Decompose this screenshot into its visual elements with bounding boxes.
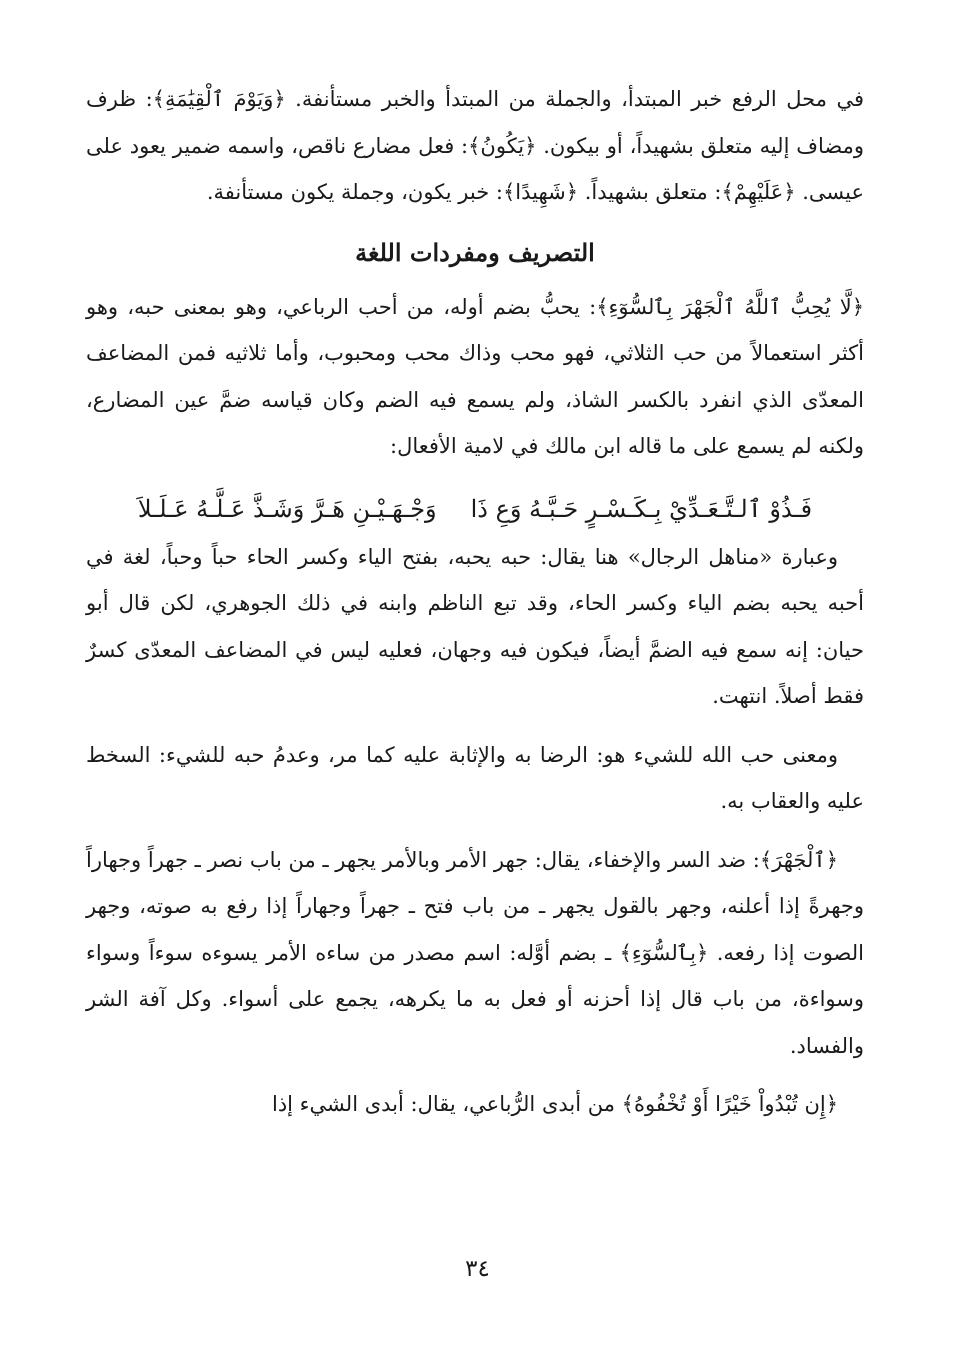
paragraph-al-jahr: ﴿ٱلْجَهْرَ﴾: ضد السر والإخفاء، يقال: جهر الأمر وبالأمر يجهر ـ من باب نصر ـ جهراً وجهاراً وجهرةً إذا أعلنه، وجهر بالقول يجهر ـ من باب فتح ـ جهراً وجهاراً إذا رفع به صوته، وجهر الصوت إذا رفعه. ﴿بِٱلسُّوٓءِ﴾ ـ بضم أوَّله: اسم مصدر من ساءه الأمر يسوءه سوءاً وسواء وسواءة، من باب قال إذا أحزنه أو فعل به ما يكرهه، يجمع على أسواء. وكل آفة الشر والفساد. (86, 847, 864, 1058)
paragraph-in-tubdu: ﴿إِن تُبْدُواْ خَيْرًا أَوْ تُخْفُوهُ﴾ من أبدى الرُّباعي، يقال: أبدى الشيء إذا (271, 1092, 838, 1116)
page-body (86, 76, 864, 1128)
paragraph-irab: في محل الرفع خبر المبتدأ، والجملة من المبتدأ والخبر مستأنفة. ﴿وَيَوْمَ ٱلْقِيَٰمَةِ﴾: ظرف ومضاف إليه متعلق بشهيداً، أو بيكون. ﴿يَكُونُ﴾: فعل مضارع ناقص، واسمه ضمير يعود على عيسى. ﴿عَلَيْهِمْ﴾: متعلق بشهيداً. ﴿شَهِيدًا﴾: خبر يكون، وجملة يكون مستأنفة. (86, 87, 864, 204)
verse-second-hemistich: وَجْـهَـيْـنِ هَـرَّ وَشَـذَّ عَـلَّـهُ عَـلَـلاَ (137, 494, 437, 523)
paragraph-manahil: وعبارة «مناهل الرجال» هنا يقال: حبه يحبه، بفتح الياء وكسر الحاء حباً وحباً، لغة في أحبه يحبه بضم الياء وكسر الحاء، وقد تبع الناظم وابنه في ذلك الجوهري، لكن قال أبو حيان: إنه سمع فيه الضمَّ أيضاً، فيكون فيه وجهان، فعليه ليس في المضاعف المعدّى كسرٌ فقط أصلاً. انتهت. (86, 544, 864, 708)
verse-first-hemistich: فَـذُوْ ٱلـتَّـعَـدِّيْ بِـكَـسْـرٍ حَـبَّـهُ وَعِ ذَا (470, 494, 813, 523)
paragraph-meaning-of-love: ومعنى حب الله للشيء هو: الرضا به والإثابة عليه كما مر، وعدمُ حبه للشيء: السخط عليه والعقاب به. (86, 742, 864, 813)
poetry-verse (86, 484, 864, 534)
section-heading: التصريف ومفردات اللغة (355, 237, 595, 267)
paragraph-yuhibbu: ﴿لَّا يُحِبُّ ٱللَّهُ ٱلْجَهْرَ بِٱلسُّوٓءِ﴾: يحبُّ بضم أوله، من أحب الرباعي، وهو بمعنى حبه، وهو أكثر استعمالاً من حب الثلاثي، فهو محب وذاك محب ومحبوب، وأما ثلاثيه فمن المضاعف المعدّى الذي انفرد بالكسر الشاذ، ولم يسمع فيه الضم وكان قياسه ضمَّ عين المضارع، ولكنه لم يسمع على ما قاله ابن مالك في لامية الأفعال: (86, 294, 864, 458)
page-number: ٣٤ (465, 1256, 490, 1282)
